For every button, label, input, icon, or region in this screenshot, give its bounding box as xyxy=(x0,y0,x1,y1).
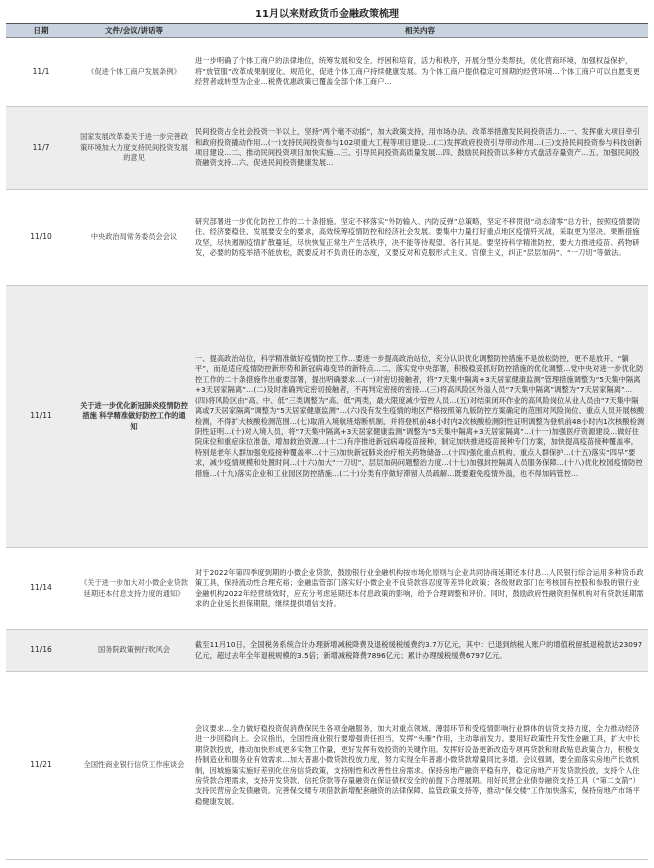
row-content: 截至11月10日，全国税务系统合计办理新增减税降费及退税缓税缓费约3.7万亿元，其中：已退到纳税人账户的增值税留抵退税款达23097亿元，超过去年全年退税规模的3.5倍；新增减税降费7896亿元；累计办理缓税缓费6797亿元。 xyxy=(192,630,648,672)
row-date: 11/16 xyxy=(6,630,76,672)
table-title: 11月以来财政货币金融政策梳理 xyxy=(6,6,648,24)
row-date: 11/7 xyxy=(6,107,76,190)
row-content: 民间投资占全社会投资一半以上，坚持“两个毫不动摇”，加大政策支持，用市场办法、改革举措激发民间投资活力…一、发挥重大项目牵引和政府投资撬动作用…(一)支持民间投资参与102项重大工程等项目建设…(二)发挥政府投资引导带动作用…(三)支持民间投资参与科技创新项目建设…二、推动民间投资项目加快实施…三、引导民间投资高质量发展…四、鼓励民间投资以多种方式盘活存量资产…五、加强民间投资融资支持…六、促进民间投资健康发展… xyxy=(192,107,648,190)
row-content: 一、提高政治站位，科学精准做好疫情防控工作…要进一步提高政治站位，充分认识优化调整防控措施不是放松防控，更不是放开、“躺平”，而是适应疫情防控新形势和新冠病毒变异的新特点…二、落实党中央部署，积极稳妥抓好防控措施的优化调整…党中央对进一步优化防控工作的二十条措施作出重要部署，提出明确要求…(一)对密切接触者，将“7天集中隔离+3天居家健康监测”管理措施调整为“5天集中隔离+3天居家隔离”…(二)及时准确判定密切接触者，不再判定密接的密接…(三)将高风险区外溢人员“7天集中隔离”调整为“7天居家隔离”…(四)将风险区由“高、中、低”三类调整为“高、低”两类，最大限度减少管控人员…(五)对结束闭环作业的高风险岗位从业人员由“7天集中隔离或7天居家隔离”调整为“5天居家健康监测”…(六)没有发生疫情的地区严格按照第九版防控方案确定的范围对风险岗位、重点人员开展核酸检测，不得扩大核酸检测范围…(七)取消入境航班熔断机制，并将登机前48小时内2次核酸检测阴性证明调整为登机前48小时内1次核酸检测阴性证明…(十)对入境人员，将“7天集中隔离+3天居家健康监测”调整为“5天集中隔离+3天居家隔离”…(十一)加强医疗资源建设…做好住院床位和重症床位准备，增加救治资源…(十二)有序推进新冠病毒疫苗接种，制定加快推进疫苗接种专门方案，加快提高疫苗接种覆盖率，特别是老年人群加强免疫接种覆盖率…(十三)加快新冠肺炎治疗相关药物储备…(十四)强化重点机构、重点人群保护…(十五)落实“四早”要求，减少疫情规模和处置时间…(十六)加大“一刀切”、层层加码问题整治力度…(十七)加强封控隔离人员服务保障…(十八)优化校园疫情防控措施…(十九)落实企业和工业园区防控措施…(二十)分类有序做好滞留人员疏解…既要避免疫情外溢，也不得加码管控… xyxy=(192,286,648,548)
row-doc: 关于进一步优化新冠肺炎疫情防控措施 科学精准做好防控工作的通知 xyxy=(76,286,192,548)
row-date: 11/10 xyxy=(6,190,76,286)
row-doc: 国家发展改革委关于进一步完善政策环境加大力度支持民间投资发展的意见 xyxy=(76,107,192,190)
row-doc: 中央政治局常务委员会会议 xyxy=(76,190,192,286)
row-content: 会议要求…全力做好稳投资促消费保民生各项金融服务，加大对重点领域、薄弱环节和受疫情影响行业群体的信贷支持力度，全力推动经济进一步回稳向上。会议指出，全国性商业银行要增强责任担当，发挥“头雁”作用，主动靠前发力。要用好政策性开发性金融工具，扩大中长期贷款投放，推动加快形成更多实物工作量，更好发挥有效投资的关键作用。发挥好设备更新改造专项再贷款和财政贴息政策合力，积极支持制造业和服务业有效需求…加大普惠小微贷款投放力度，努力实现全年普惠小微贷款增量同比多增。会议强调，要全面落实房地产长效机制，因城施策实施好差别化住房信贷政策，支持刚性和改善性住房需求。保持房地产融资平稳有序，稳定房地产开发贷款投放，支持个人住房贷款合理需求，支持开发贷款、信托贷款等存量融资在保证债权安全的前提下合理展期。用好民营企业债券融资支持工具（“第二支箭”）支持民营房企发债融资。完善保交楼专项借款新增配套融资的法律保障、监管政策支持等，推动“保交楼”工作加快落实，保持房地产市场平稳健康发展。 xyxy=(192,672,648,860)
row-doc: 国务院政策例行吹风会 xyxy=(76,630,192,672)
row-content: 进一步明确了个体工商户的法律地位，统筹发展和安全，纾困和培育，活力和秩序，开展分型分类帮扶，优化营商环境，加强权益保护，将“放管服”改革成果制度化、规范化，促进个体工商户持续健康发展。为个体工商户提供稳定可预期的经营环境…个体工商户可以自愿变更经营者或转型为企业…税费优惠政策已覆盖全部个体工商户… xyxy=(192,38,648,107)
table-row xyxy=(6,672,648,860)
header-row xyxy=(6,24,648,38)
table-row xyxy=(6,630,648,672)
header-date: 日期 xyxy=(6,24,76,38)
header-content: 相关内容 xyxy=(192,24,648,38)
table-row xyxy=(6,107,648,190)
header-doc: 文件/会议/讲话等 xyxy=(76,24,192,38)
policy-table-frame xyxy=(6,6,648,862)
table-row xyxy=(6,38,648,107)
table-row xyxy=(6,286,648,548)
table-row xyxy=(6,548,648,630)
row-doc: 《促进个体工商户发展条例》 xyxy=(76,38,192,107)
row-date: 11/1 xyxy=(6,38,76,107)
row-date: 11/11 xyxy=(6,286,76,548)
table-row xyxy=(6,190,648,286)
policy-table xyxy=(6,24,648,860)
row-doc: 全国性商业银行信贷工作座谈会 xyxy=(76,672,192,860)
row-content: 研究部署进一步优化防控工作的二十条措施。坚定不移落实“外防输入、内防反弹”总策略，坚定不移贯彻“动态清零”总方针，按照疫情要防住、经济要稳住、发展要安全的要求，高效统筹疫情防控和经济社会发展。要集中力量打好重点地区疫情歼灭战，采取更为坚决、果断措施攻坚，尽快遏制疫情扩散蔓延，尽快恢复正常生产生活秩序，决不能等待观望、各行其是。要坚持科学精准防控，要大力推进疫苗、药物研发，必要的防疫举措不能放松，既要反对不负责任的态度，又要反对和克服形式主义、官僚主义，纠正“层层加码”、“一刀切”等做法。 xyxy=(192,190,648,286)
row-date: 11/14 xyxy=(6,548,76,630)
row-doc: 《关于进一步加大对小微企业贷款延期还本付息支持力度的通知》 xyxy=(76,548,192,630)
row-content: 对于2022年第四季度到期的小微企业贷款，鼓励银行业金融机构按市场化原则与企业共同协商延期还本付息…人民银行综合运用多种货币政策工具，保持流动性合理充裕；金融监管部门落实好小微企业不良贷款容忍度等差异化政策；各级财政部门在考核国有控股和参股的银行业金融机构2022年经营绩效时，应充分考虑延期还本付息政策的影响，给予合理调整和评价。同时，鼓励政府性融资担保机构对有贷款延期需求的企业延长担保期限，继续提供增信支持。 xyxy=(192,548,648,630)
row-date: 11/21 xyxy=(6,672,76,860)
